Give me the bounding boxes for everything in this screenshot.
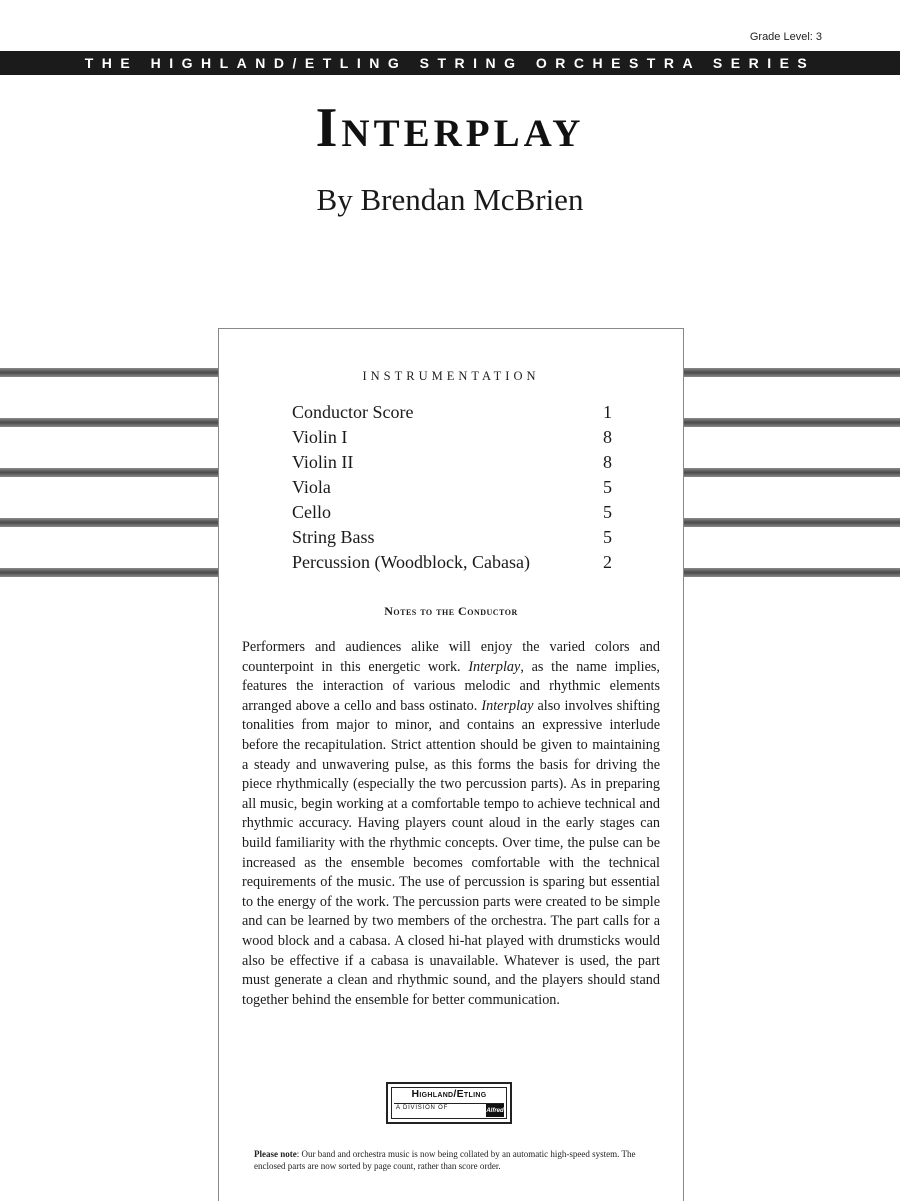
instrument-name: Percussion (Woodblock, Cabasa) xyxy=(292,552,530,572)
instrument-count: 5 xyxy=(603,477,612,497)
notes-title-ref: Interplay xyxy=(468,658,521,675)
notes-body xyxy=(242,638,660,1010)
staff-line-right xyxy=(684,368,900,377)
notes-text: , as the name implies, features the interaction of various melodic and rhythmic elements arranged above a cello and bass ostinato. xyxy=(242,658,660,714)
instrument-name: Viola xyxy=(292,477,331,497)
instrumentation-item xyxy=(292,525,612,550)
instrument-count: 5 xyxy=(603,502,612,522)
notes-heading: Notes to the Conductor xyxy=(384,604,518,618)
instrumentation-item xyxy=(292,475,612,500)
instrumentation-heading: INSTRUMENTATION xyxy=(362,369,540,383)
instrument-name: String Bass xyxy=(292,527,375,547)
staff-line-left xyxy=(0,468,218,477)
instrument-name: Cello xyxy=(292,502,331,522)
grade-level: Grade Level: 3 xyxy=(749,31,822,43)
notes-title-ref: Interplay xyxy=(481,697,534,714)
instrument-count: 2 xyxy=(603,552,612,572)
instrument-name: Violin I xyxy=(292,427,348,447)
instrument-name: Conductor Score xyxy=(292,402,414,422)
staff-line-left xyxy=(0,568,218,577)
instrument-count: 5 xyxy=(603,527,612,547)
footnote-text: : Our band and orchestra music is now being collated by an automatic high-speed system. The enclosed parts are now sorted by page count, rather than score order. xyxy=(254,1149,636,1171)
staff-line-left xyxy=(0,518,218,527)
staff-line-right xyxy=(684,418,900,427)
notes-text: also involves shifting tonalities from major to minor, and contains an expressive interlude before the recapitulation. Strict attention should be given to maintaining a steady and unwavering pulse, as this forms the basis for driving the piece rhythmically (especially the two percussion parts). As in preparing all music, begin working at a comfortable tempo to achieve technical and rhythmic accuracy. Having players count aloud in the early stages can build familiarity with the rhythmic concepts. Over time, the pulse can be increased as the ensemble becomes comfortable with the technical requirements of the music. The use of percussion is sparing but essential to the energy of the work. The percussion parts were created to be simple and can be learned by two members of the orchestra. The part calls for a wood block and a cabasa. A closed hi-hat played with drumsticks would also be effective if a cabasa is unavailable. Whatever is used, the part must generate a clean and rhythmic sound, and the players should stand together behind the ensemble for better communication. xyxy=(242,697,660,1008)
instrumentation-item xyxy=(292,500,612,525)
instrumentation-list xyxy=(292,400,612,575)
instrumentation-item xyxy=(292,550,612,575)
publisher-logo xyxy=(386,1082,512,1124)
composer-byline: By Brendan McBrien xyxy=(316,182,584,217)
instrument-count: 8 xyxy=(603,452,612,472)
logo-wordmark: Highland/Etling xyxy=(411,1088,487,1100)
staff-line-left xyxy=(0,418,218,427)
alfred-logo-icon: Alfred xyxy=(486,1104,504,1117)
staff-line-right xyxy=(684,468,900,477)
series-banner: THE HIGHLAND/ETLING STRING ORCHESTRA SERIES xyxy=(0,51,900,75)
footnote xyxy=(254,1148,654,1172)
instrumentation-item xyxy=(292,425,612,450)
instrumentation-item xyxy=(292,400,612,425)
staff-line-left xyxy=(0,368,218,377)
footnote-label: Please note xyxy=(254,1149,297,1159)
logo-subtitle: A DIVISION OF xyxy=(396,1105,449,1111)
notes-text: Performers and audiences alike will enjoy the varied colors and counterpoint in this energetic work. xyxy=(242,639,660,675)
page-title: Interplay xyxy=(315,97,585,159)
staff-line-right xyxy=(684,518,900,527)
instrument-count: 1 xyxy=(603,402,612,422)
instrument-name: Violin II xyxy=(292,452,354,472)
instrumentation-item xyxy=(292,450,612,475)
staff-line-right xyxy=(684,568,900,577)
instrument-count: 8 xyxy=(603,427,612,447)
